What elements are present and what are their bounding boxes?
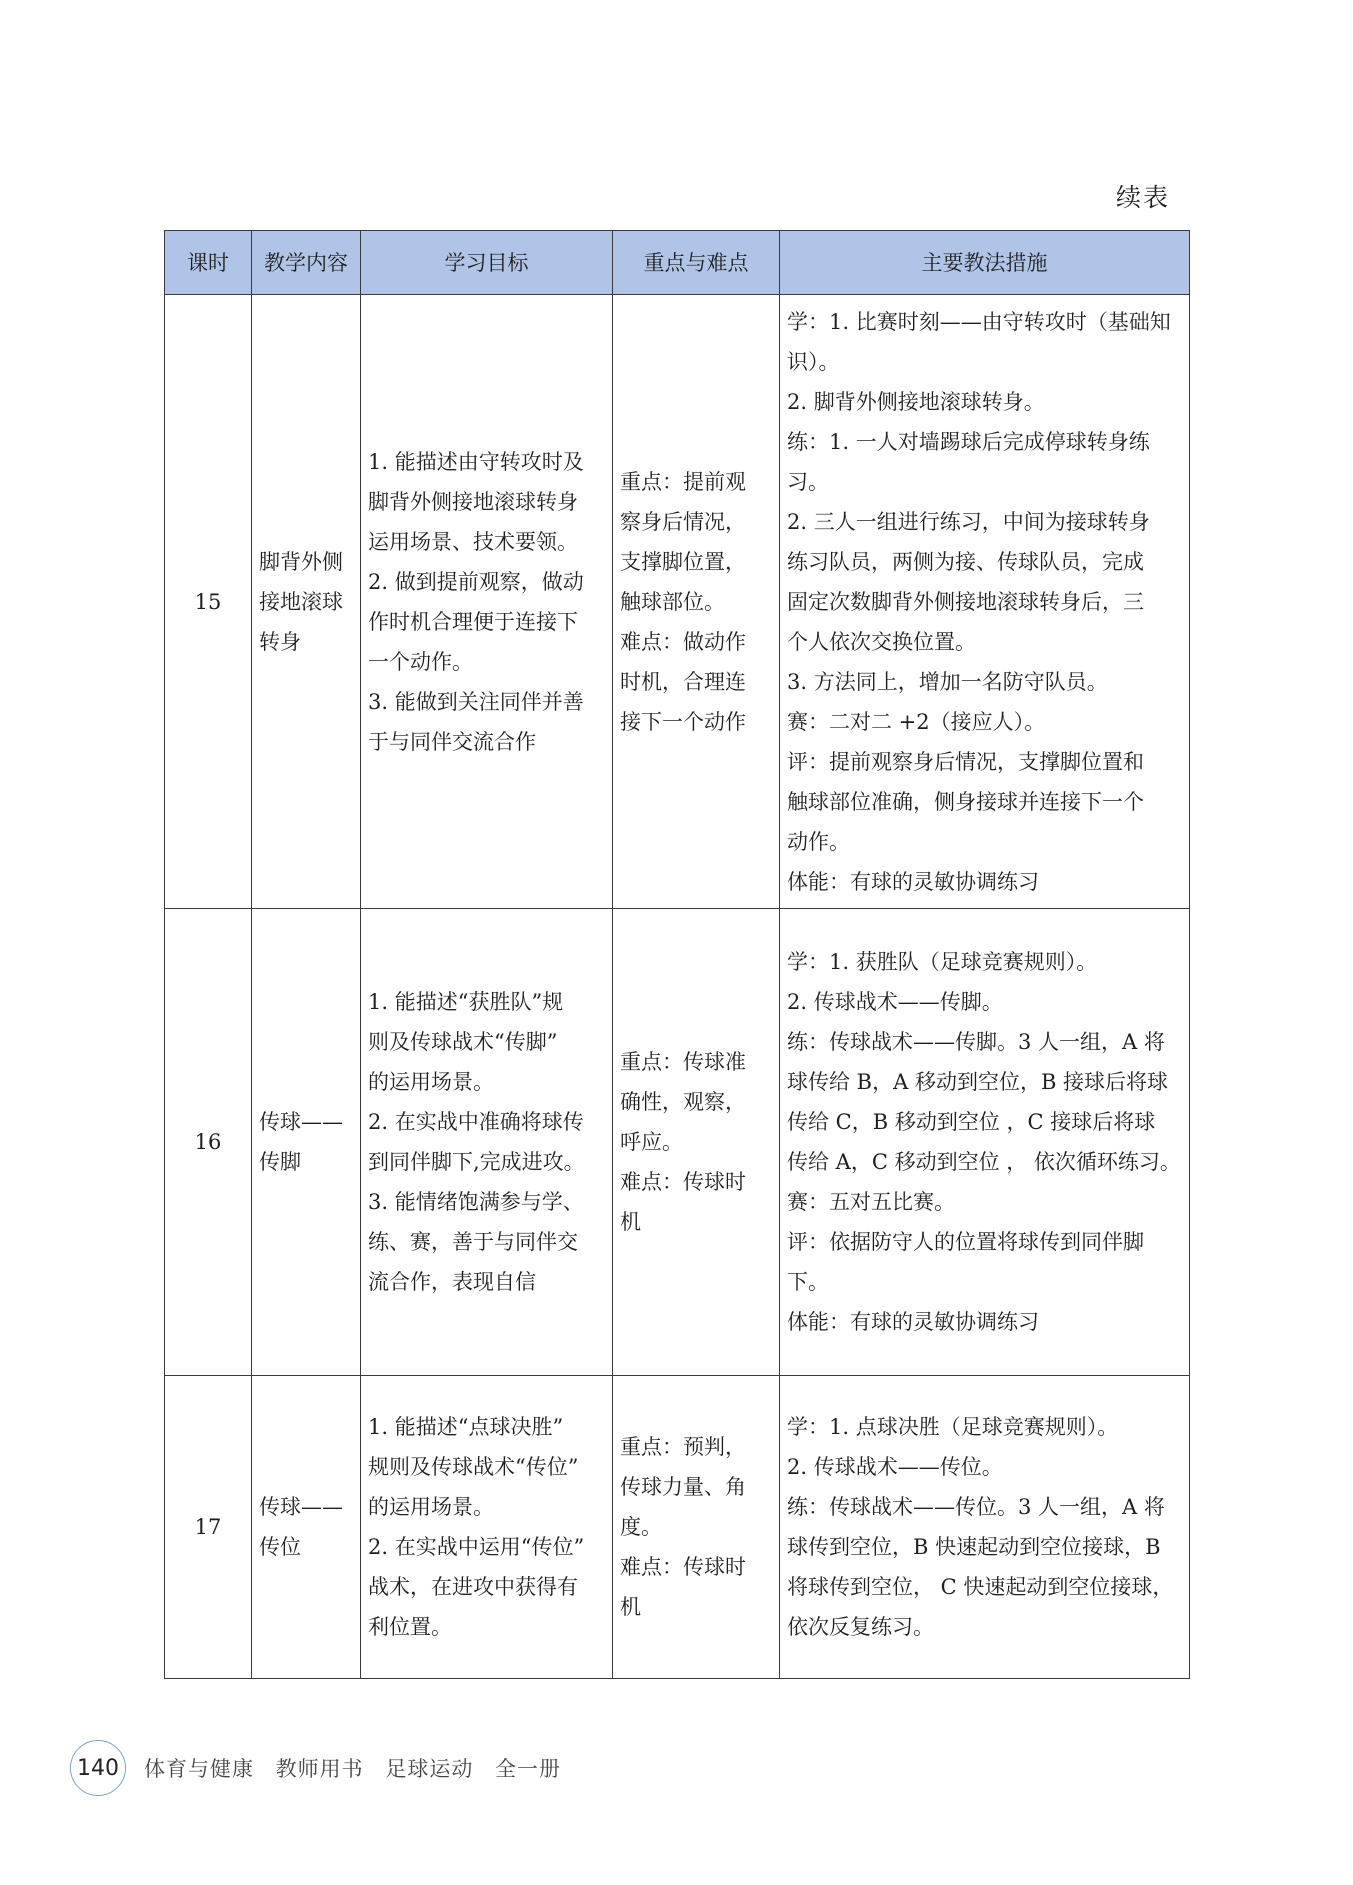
teaching-methods-line: 学：1. 获胜队（足球竞赛规则）。 xyxy=(787,950,1098,974)
learning-goals-line: 练、赛，善于与同伴交 xyxy=(368,1230,578,1254)
key-points-line: 重点：提前观 xyxy=(620,469,746,494)
teaching-methods xyxy=(780,295,1190,909)
teaching-methods xyxy=(780,1376,1190,1679)
learning-goals-line: 一个动作。 xyxy=(368,649,473,674)
teaching-methods-line: 固定次数脚背外侧接地滚球转身后，三 xyxy=(787,589,1144,614)
teaching-content-line: 传脚 xyxy=(259,1150,301,1174)
lesson-plan-table xyxy=(164,230,1190,1679)
teaching-content xyxy=(252,909,361,1376)
teaching-methods-line: 2. 传球战术——传脚。 xyxy=(787,990,1003,1014)
teaching-methods-line: 识）。 xyxy=(787,349,840,374)
key-points-line: 确性，观察， xyxy=(620,1090,746,1114)
key-points-line: 难点：传球时 xyxy=(620,1555,746,1579)
teaching-methods-line: 传给 C，B 移动到空位 ，C 接球后将球 xyxy=(787,1110,1156,1134)
learning-goals-line: 脚背外侧接地滚球转身 xyxy=(368,489,578,514)
learning-goals-line: 2. 在实战中准确将球传 xyxy=(368,1110,584,1134)
learning-goals-line: 到同伴脚下,完成进攻。 xyxy=(368,1150,585,1174)
teaching-methods-line: 赛：二对二 +2（接应人）。 xyxy=(787,709,1046,734)
key-points-line: 支撑脚位置， xyxy=(620,549,746,574)
teaching-content xyxy=(252,1376,361,1679)
key-points xyxy=(613,1376,780,1679)
teaching-methods-line: 体能：有球的灵敏协调练习 xyxy=(787,869,1039,894)
teaching-methods-line: 习。 xyxy=(787,469,829,494)
learning-goals xyxy=(361,1376,613,1679)
key-points-line: 接下一个动作 xyxy=(620,709,746,734)
learning-goals-line: 利位置。 xyxy=(368,1615,452,1639)
teaching-methods-line: 评：依据防守人的位置将球传到同伴脚下。 xyxy=(787,1230,1144,1294)
lesson-number: 16 xyxy=(165,909,252,1376)
key-points-line: 难点：做动作 xyxy=(620,629,746,654)
key-points-line: 重点：预判， xyxy=(620,1435,746,1459)
learning-goals-line: 运用场景、技术要领。 xyxy=(368,529,578,554)
header-goals: 学习目标 xyxy=(361,231,613,295)
learning-goals-line: 战术，在进攻中获得有 xyxy=(368,1575,578,1599)
key-points-line: 度。 xyxy=(620,1515,662,1539)
learning-goals-line: 流合作，表现自信 xyxy=(368,1270,536,1294)
lesson-number: 15 xyxy=(165,295,252,909)
book-title: 体育与健康 教师用书 足球运动 全一册 xyxy=(144,1757,562,1781)
teaching-methods-line: 练：1. 一人对墙踢球后完成停球转身练 xyxy=(787,429,1150,454)
table-header-row xyxy=(165,231,1190,295)
learning-goals-line: 的运用场景。 xyxy=(368,1070,494,1094)
continued-table-label: 续表 xyxy=(1115,183,1170,212)
teaching-methods-line: 学：1. 点球决胜（足球竞赛规则）。 xyxy=(787,1415,1119,1439)
teaching-methods-line: 球传给 B，A 移动到空位，B 接球后将球 xyxy=(787,1070,1169,1094)
teaching-content-line: 传球—— xyxy=(259,1495,343,1519)
learning-goals-line: 2. 做到提前观察，做动 xyxy=(368,569,584,594)
teaching-content-line: 转身 xyxy=(259,629,301,654)
header-content: 教学内容 xyxy=(252,231,361,295)
page-footer xyxy=(70,1740,561,1796)
teaching-methods-line: 评：提前观察身后情况，支撑脚位置和 xyxy=(787,749,1144,774)
teaching-content xyxy=(252,295,361,909)
teaching-methods-line: 学：1. 比赛时刻——由守转攻时（基础知 xyxy=(787,309,1171,334)
table-row xyxy=(165,909,1190,1376)
teaching-methods-line: 2. 脚背外侧接地滚球转身。 xyxy=(787,389,1045,414)
key-points-line: 察身后情况， xyxy=(620,509,746,534)
table-row xyxy=(165,295,1190,909)
learning-goals-line: 的运用场景。 xyxy=(368,1495,494,1519)
learning-goals-line: 1. 能描述“获胜队”规 xyxy=(368,990,564,1014)
teaching-methods-line: 球传到空位，B 快速起动到空位接球，B xyxy=(787,1535,1161,1559)
lesson-number: 17 xyxy=(165,1376,252,1679)
key-points-line: 难点：传球时 xyxy=(620,1170,746,1194)
learning-goals-line: 则及传球战术“传脚” xyxy=(368,1030,558,1054)
teaching-methods-line: 练：传球战术——传脚。3 人一组，A 将 xyxy=(787,1030,1165,1054)
teaching-methods-line: 2. 传球战术——传位。 xyxy=(787,1455,1003,1479)
learning-goals-line: 1. 能描述“点球决胜” xyxy=(368,1415,564,1439)
teaching-content-line: 传球—— xyxy=(259,1110,343,1134)
teaching-methods-line: 练：传球战术——传位。3 人一组，A 将 xyxy=(787,1495,1165,1519)
key-points-line: 机 xyxy=(620,1595,641,1619)
key-points-line: 时机，合理连 xyxy=(620,669,746,694)
teaching-methods-line: 个人依次交换位置。 xyxy=(787,629,976,654)
learning-goals xyxy=(361,909,613,1376)
learning-goals-line: 规则及传球战术“传位” xyxy=(368,1455,579,1479)
learning-goals-line: 3. 能做到关注同伴并善 xyxy=(368,689,584,714)
header-keys: 重点与难点 xyxy=(613,231,780,295)
header-methods: 主要教法措施 xyxy=(780,231,1190,295)
teaching-methods xyxy=(780,909,1190,1376)
learning-goals-line: 于与同伴交流合作 xyxy=(368,729,536,754)
teaching-methods-line: 触球部位准确，侧身接球并连接下一个 xyxy=(787,789,1144,814)
learning-goals-line: 2. 在实战中运用“传位” xyxy=(368,1535,585,1559)
page-number: 140 xyxy=(70,1740,126,1796)
table-row xyxy=(165,1376,1190,1679)
teaching-methods-line: 依次反复练习。 xyxy=(787,1615,934,1639)
key-points-line: 触球部位。 xyxy=(620,589,725,614)
teaching-methods-line: 2. 三人一组进行练习，中间为接球转身 xyxy=(787,509,1150,534)
teaching-methods-line: 练习队员，两侧为接、传球队员，完成 xyxy=(787,549,1144,574)
teaching-content-line: 脚背外侧 xyxy=(259,549,343,574)
key-points-line: 传球力量、角 xyxy=(620,1475,746,1499)
teaching-methods-line: 3. 方法同上，增加一名防守队员。 xyxy=(787,669,1108,694)
teaching-methods-line: 传给 A，C 移动到空位 ， 依次循环练习。 xyxy=(787,1150,1181,1174)
key-points xyxy=(613,909,780,1376)
teaching-methods-line: 动作。 xyxy=(787,829,850,854)
key-points-line: 机 xyxy=(620,1210,641,1234)
key-points-line: 重点：传球准 xyxy=(620,1050,746,1074)
learning-goals xyxy=(361,295,613,909)
key-points xyxy=(613,295,780,909)
learning-goals-line: 作时机合理便于连接下 xyxy=(368,609,578,634)
teaching-methods-line: 体能：有球的灵敏协调练习 xyxy=(787,1310,1039,1334)
learning-goals-line: 3. 能情绪饱满参与学、 xyxy=(368,1190,584,1214)
teaching-content-line: 接地滚球 xyxy=(259,589,343,614)
header-lesson: 课时 xyxy=(165,231,252,295)
learning-goals-line: 1. 能描述由守转攻时及 xyxy=(368,449,584,474)
key-points-line: 呼应。 xyxy=(620,1130,683,1154)
teaching-methods-line: 将球传到空位， C 快速起动到空位接球， xyxy=(787,1575,1174,1599)
teaching-content-line: 传位 xyxy=(259,1535,301,1559)
teaching-methods-line: 赛：五对五比赛。 xyxy=(787,1190,955,1214)
